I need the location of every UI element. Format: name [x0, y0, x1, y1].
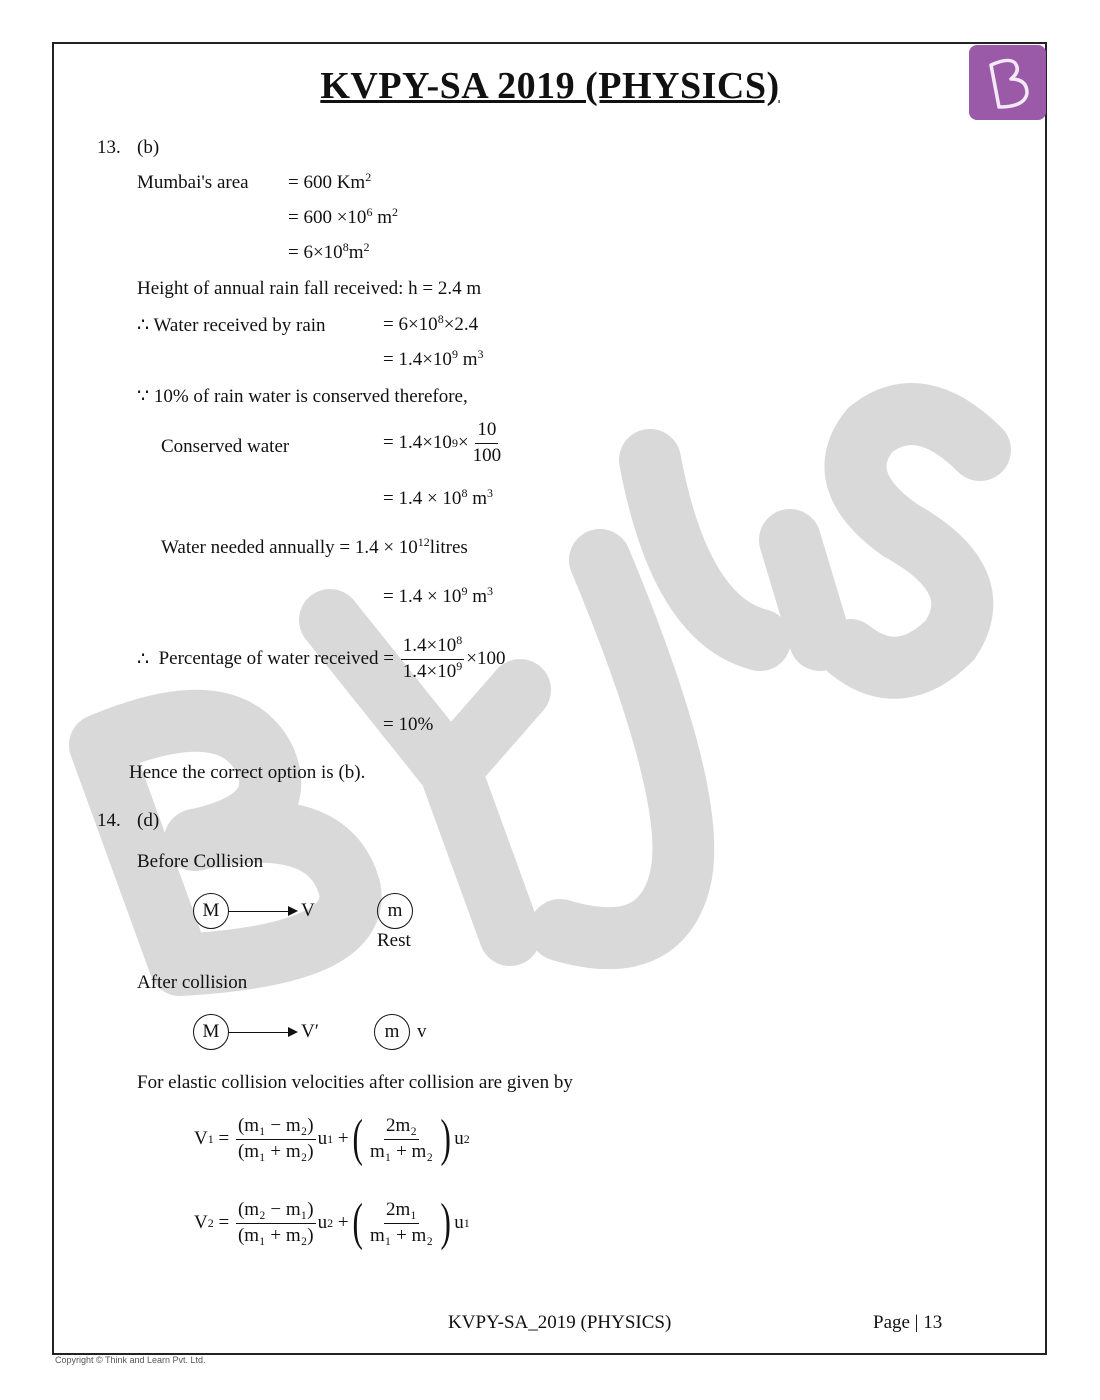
- conserved-label: Conserved water: [161, 436, 290, 457]
- because-symbol: ∵: [137, 386, 150, 407]
- conserved-fraction: $\frac{10}{100}$: [472, 419, 502, 466]
- question-13-number: 13.: [97, 137, 121, 158]
- area-line-1: = 600 Km$^2$: [288, 170, 372, 193]
- therefore-symbol: ∴: [137, 648, 150, 670]
- copyright-notice: Copyright © Think and Learn Pvt. Ltd.: [55, 1355, 206, 1365]
- question-14-number: 14.: [97, 810, 121, 831]
- q13-conclusion: Hence the correct option is (b).: [129, 762, 366, 783]
- percentage-line: ∴ Percentage of water received = $\frac{1.4\times 10^8}{1.4\times 10^9}$ ×100: [137, 633, 506, 682]
- after-collision-label: After collision: [137, 972, 248, 993]
- area-line-3: = $6\times 10^8m^2$: [288, 240, 370, 263]
- needed-line-2: = $1.4 \times 10^9$ $m^3$: [383, 584, 493, 607]
- mass-M-before: M: [193, 893, 229, 929]
- velocity-V-prime-label: V′: [301, 1021, 319, 1042]
- question-14-answer: (d): [137, 810, 160, 831]
- percentage-fraction: $\frac{1.4\times 10^8}{1.4\times 10^9}$: [402, 633, 463, 682]
- mass-m-after: m: [374, 1014, 410, 1050]
- conserved-line-1: = 1.4×10 9 × $\frac{10}{100}$: [383, 419, 502, 466]
- before-collision-label: Before Collision: [137, 851, 264, 872]
- needed-line-1: Water needed annually = $1.4 \times 10^{12}litres$: [161, 535, 468, 558]
- conserved-intro: ∵ 10% of rain water is conserved therefore,: [137, 386, 468, 407]
- rest-label: Rest: [377, 930, 411, 951]
- therefore-symbol: ∴: [137, 315, 150, 336]
- water-line-1: = $6\times 10^8\times 2.4$: [383, 312, 479, 335]
- area-line-2: = $600 \times 10^6$ $m^2$: [288, 205, 398, 228]
- mass-M-after: M: [193, 1014, 229, 1050]
- area-label: Mumbai's area: [137, 172, 249, 193]
- mass-m-before: m: [377, 893, 413, 929]
- footer-title: KVPY-SA_2019 (PHYSICS): [448, 1312, 672, 1333]
- page-number: Page | 13: [873, 1312, 943, 1333]
- equation-v1: V 1 = $\frac{\text{(m₁ − m₂)}}{\text{(m₁ + m₂)}}$ u 1 + ( $\frac{\text{2m₂}}{\text{m₁ + m₂}}$ ) u 2: [194, 1110, 470, 1167]
- water-line-2: = $1.4\times 10^9$ $m^3$: [383, 347, 484, 370]
- velocity-V-label: V: [301, 900, 315, 921]
- question-13-answer: (b): [137, 137, 160, 158]
- equation-v2: V 2 = $\frac{\text{(m₂ − m₁)}}{\text{(m₁ + m₂)}}$ u 2 + ( $\frac{\text{2m₁}}{\text{m₁ + m₂}}$ ) u 1: [194, 1194, 470, 1251]
- percentage-result: = 10%: [383, 714, 434, 735]
- water-received-label: ∴ Water received by rain: [137, 315, 326, 336]
- velocity-v-label: v: [417, 1021, 427, 1042]
- velocity-arrow-after: [229, 1032, 296, 1033]
- conserved-line-2: = $1.4 \times 10^8$ $m^3$: [383, 486, 493, 509]
- page-title: KVPY-SA 2019 (PHYSICS): [320, 65, 780, 107]
- height-line: Height of annual rain fall received: h = 2.4 m: [137, 278, 482, 299]
- velocity-arrow-before: [229, 911, 296, 912]
- elastic-collision-text: For elastic collision velocities after collision are given by: [137, 1072, 573, 1093]
